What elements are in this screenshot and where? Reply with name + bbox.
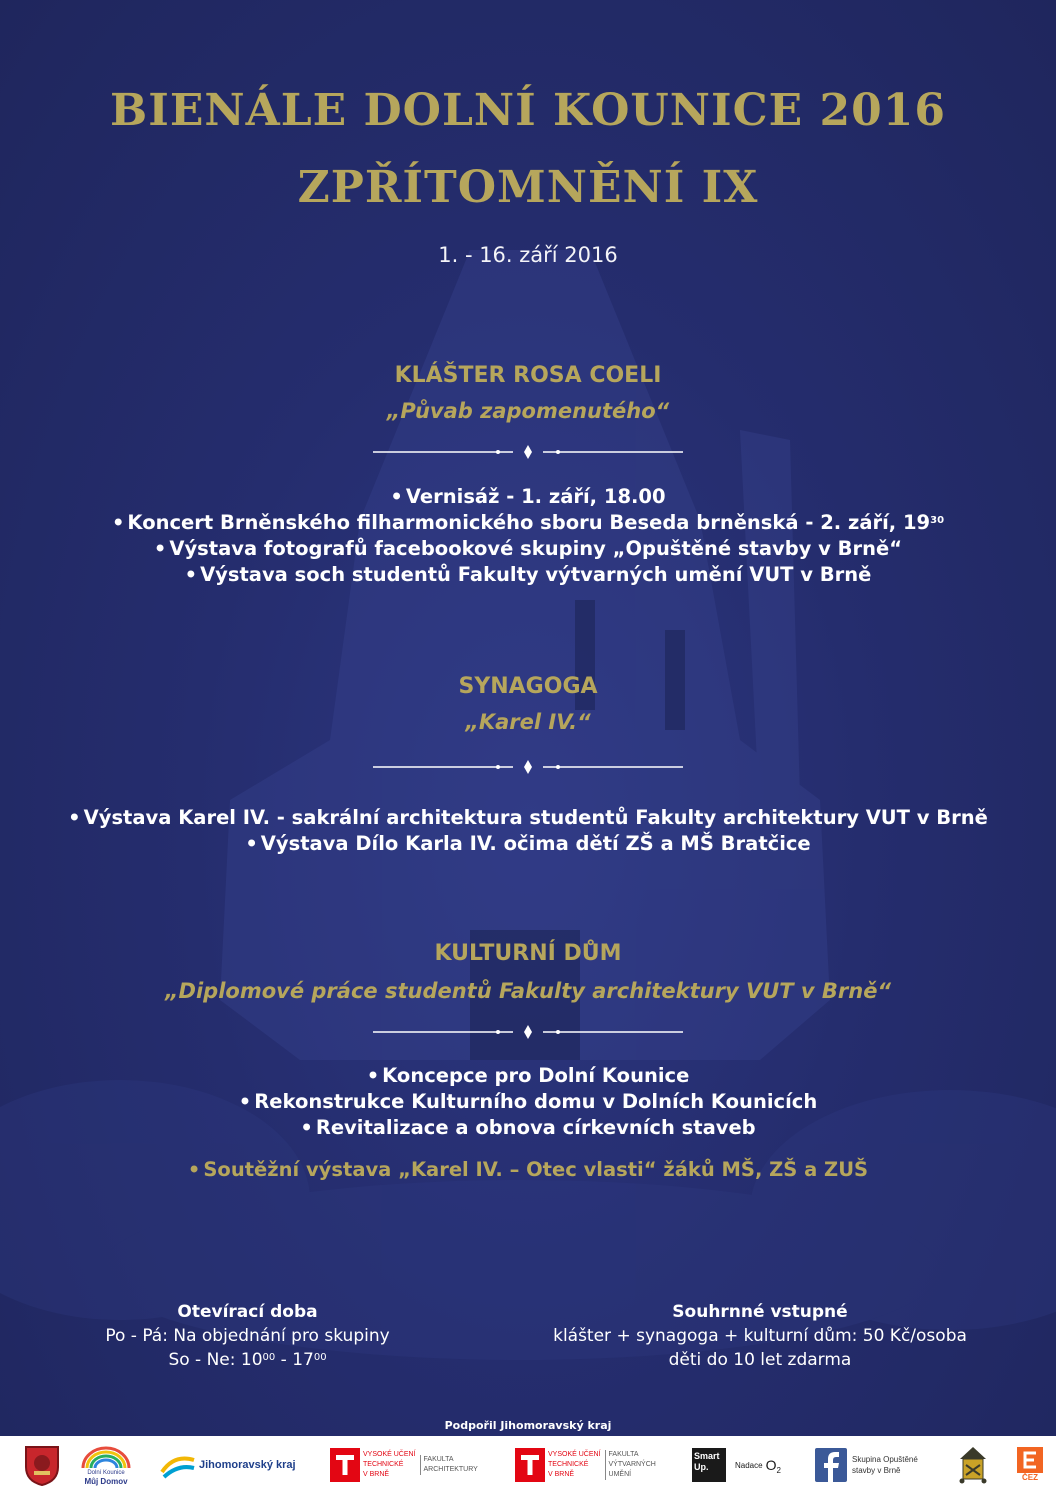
list-item: • Vernisáž - 1. září, 18.00 [0,484,1056,510]
competition-exhibition: • Soutěžní výstava „Karel IV. – Otec vlasti“ žáků MŠ, ZŠ a ZUŠ [0,1158,1056,1181]
town-coat-of-arms-logo [22,1442,64,1488]
jihomoravsky-kraj-logo: Jihomoravský kraj [160,1442,305,1488]
cez-icon [1017,1447,1043,1473]
venue-kulturni-dum: KULTURNÍ DŮM [434,941,622,966]
vut-t-icon [330,1448,360,1482]
support-note: Podpořil Jihomoravský kraj [444,1419,612,1432]
opening-weekdays: Po - Pá: Na objednání pro skupiny [105,1326,390,1346]
list-item: • Revitalizace a obnova církevních staveb [0,1115,1056,1141]
synagoga-program [0,805,1056,857]
cez-logo: ČEZ [1014,1442,1046,1488]
list-item: • Koncepce pro Dolní Kounice [0,1063,1056,1089]
venue-synagoga: SYNAGOGA [458,674,598,699]
title-line-1: BIENÁLE DOLNÍ KOUNICE 2016 [110,85,946,136]
vut-t-icon [515,1448,545,1482]
facebook-group-logo: Skupina Opuštěné stavby v Brně [815,1442,940,1488]
venue-rosa-coeli: KLÁŠTER ROSA COELI [394,363,662,388]
ornament-divider [373,444,683,460]
admission-heading: Souhrnné vstupné [672,1302,848,1322]
jmk-swoosh-icon [160,1450,196,1480]
nadace-o2-logo: Nadace O 2 [735,1457,781,1475]
ornament-divider [373,759,683,775]
opening-weekend: So - Ne: $10^{00} - 17^{00}$ [168,1350,327,1370]
subtitle-synagoga: „Karel IV.“ [465,710,591,734]
sponsor-logos [0,1436,1056,1500]
heraldic-emblem-logo [958,1442,990,1488]
rosa-coeli-program [0,484,1056,588]
opening-hours-heading: Otevírací doba [177,1302,318,1322]
muj-domov-logo: Dolní Kounice Můj Domov [77,1442,135,1488]
list-item: • Výstava soch studentů Fakulty výtvarných umění VUT v Brně [0,562,1056,588]
vut-fakulta-architektury-logo: VYSOKÉ UČENÍ TECHNICKÉ V BRNĚ FAKULTA ARCHITEKTURY [330,1442,490,1488]
kulturni-dum-program [0,1063,1056,1141]
facebook-icon [815,1448,847,1482]
list-item: • Výstava fotografů facebookové skupiny „Opuštěné stavby v Brně“ [0,536,1056,562]
admission-price: klášter + synagoga + kulturní dům: 50 Kč/osoba [553,1326,967,1346]
ornament-divider [373,1024,683,1040]
subtitle-kulturni-dum: „Diplomové práce studentů Fakulty architektury VUT v Brně“ [165,979,891,1003]
coat-of-arms-icon [22,1443,62,1487]
admission [520,1300,1000,1372]
list-item: • Výstava Karel IV. - sakrální architektura studentů Fakulty architektury VUT v Brně [0,805,1056,831]
subtitle-rosa-coeli: „Půvab zapomenutého“ [386,399,670,423]
opening-hours [60,1300,435,1372]
vut-fakulta-vytvarnych-umeni-logo: VYSOKÉ UČENÍ TECHNICKÉ V BRNĚ FAKULTA VÝTVARNÝCH UMĚNÍ [515,1442,675,1488]
list-item: • Výstava Dílo Karla IV. očima dětí ZŠ a MŠ Bratčice [0,831,1056,857]
list-item: • Koncert Brněnského filharmonického sboru Beseda brněnská - 2. září, $19^{30}$ [0,510,1056,536]
event-dates: 1. - 16. září 2016 [438,243,618,267]
list-item: • Rekonstrukce Kulturního domu v Dolních Kounicích [0,1089,1056,1115]
bishop-hat-emblem-icon [958,1445,988,1485]
rainbow-icon [79,1444,133,1470]
smart-up-logo: Smart Up. [692,1442,728,1488]
title-line-2: ZPŘÍTOMNĚNÍ IX [297,162,759,213]
admission-children: děti do 10 let zdarma [668,1350,852,1370]
